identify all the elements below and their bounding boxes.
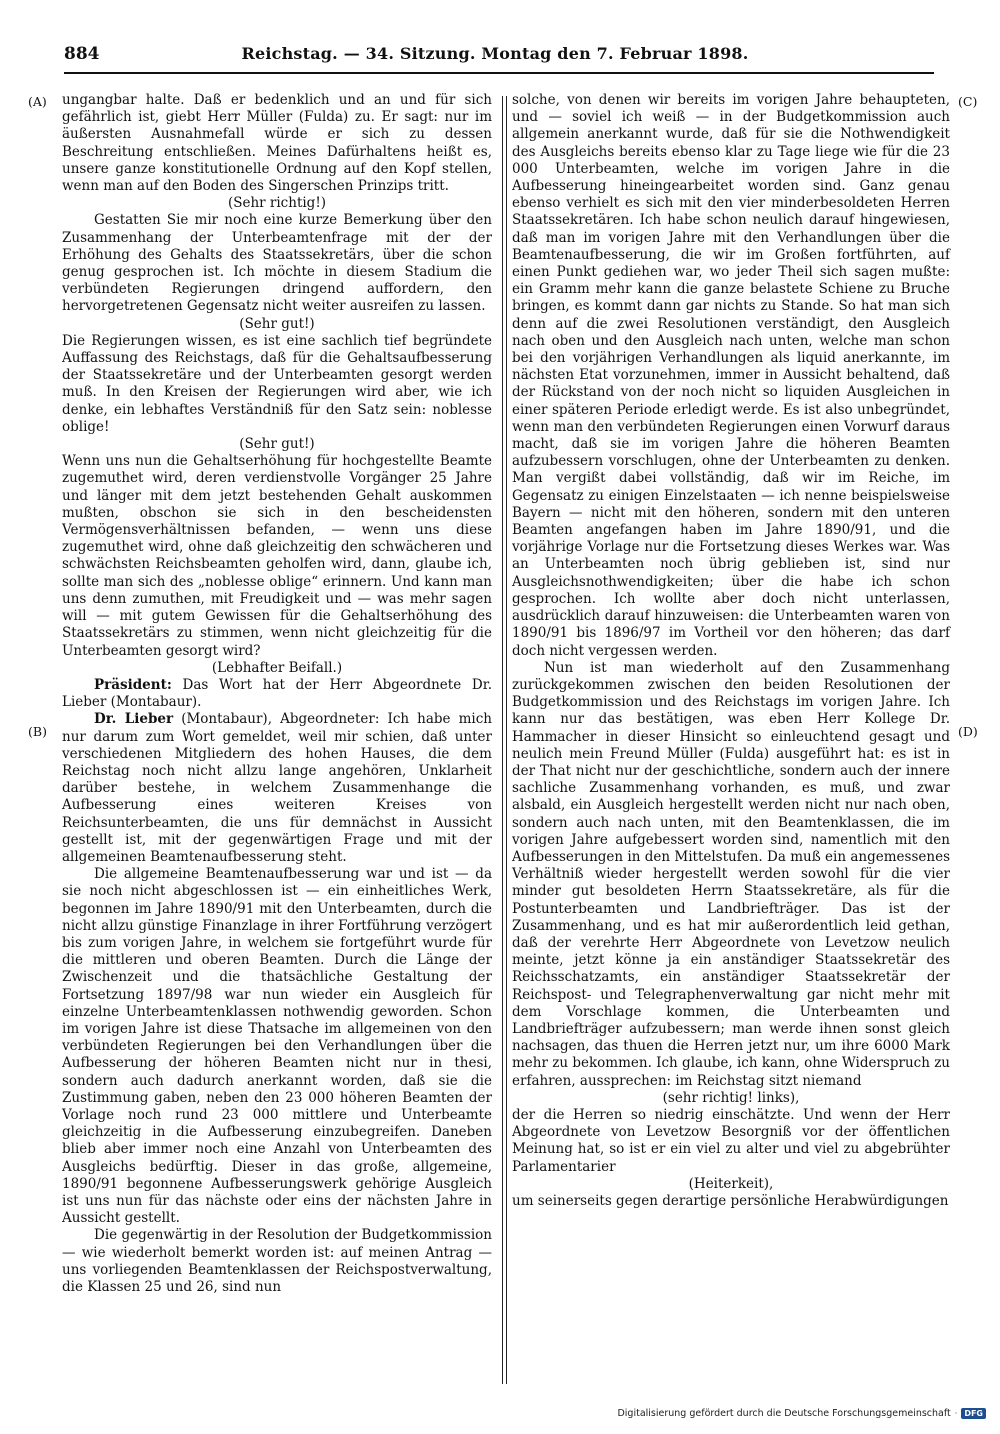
- interjection: [62, 195, 492, 212]
- paragraph: [62, 212, 492, 315]
- footer-credit: Digitalisierung gefördert durch die Deutsche Forschungsgemeinschaft: [617, 1408, 951, 1419]
- running-title: Reichstag. — 34. Sitzung. Montag den 7. Februar 1898.: [241, 44, 749, 63]
- interjection: [512, 1176, 950, 1193]
- speaker-name: Präsident:: [94, 676, 172, 693]
- right-text-column: [512, 92, 950, 1210]
- dfg-logo-icon: DFG: [961, 1408, 986, 1419]
- header-rule: [64, 72, 934, 74]
- paragraph-text: Nun ist man wiederholt auf den Zusammenhang zurückgekommen zwischen den beiden Resolutionen der Budgetkommission und des Reichstags im vorigen Jahre. Ich kann nur das bestätigen, was eben Herr Kollege Dr. Hammacher in dieser Hinsicht so einleuchtend gesagt und neulich mein Freund Müller (Fulda) ausgeführt hat: es ist in der That nicht nur der geschichtliche, sondern auch der innere sachliche Zusammenhang vorhanden, es muß, und zwar alsbald, ein Ausgleich hergestellt werden nicht nur nach oben, sondern auch nach unten, mit den Beamtenklassen, die im vorigen Jahre aufgebessert worden sind, namentlich mit den Aufbesserungen in den Mittelstufen. Da muß ein angemessenes Verhältniß wieder hergestellt werden sowohl für die vier minder gut besoldeten Herrn Staatssekretäre, als für die Postunterbeamten und Landbriefträger. Das ist der Zusammenhang, und es hat mir außerordentlich leid gethan, daß der verehrte Herr Abgeordnete von Levetzow neulich meinte, jetzt könne ja ein anständiger Staatssekretär des Reichsschatzamts, ein anständiger Staatssekretär der Reichspost- und Telegraphenverwaltung gar nicht mehr mit dem Vorschlage kommen, die Unterbeamten und Landbriefträger aufzubessern; man werde ihnen sonst gleich nachsagen, das thuen die Herren jetzt nur, um ihre 6000 Mark mehr zu bekommen. Ich glaube, ich kann, ohne Widerspruch zu erfahren, aussprechen: im Reichstag sitzt niemand: [512, 659, 950, 1089]
- margin-marker-c: (C): [958, 94, 978, 109]
- page-footer: Digitalisierung gefördert durch die Deutsche Forschungsgemeinschaft · DFG: [617, 1408, 986, 1419]
- paragraph-text: (Heiterkeit),: [688, 1175, 774, 1192]
- margin-marker-d: (D): [958, 724, 978, 739]
- paragraph-text: Wenn uns nun die Gehaltserhöhung für hochgestellte Beamte zugemuthet wird, deren verdienstvolle Vorgänger 25 Jahre und länger mit dem jetzt bestehenden Gehalt auskommen mußten, obschon sie sich in den bescheidensten Vermögensverhältnissen befanden, — wenn uns diese zugemuthet wird, ohne daß gleichzeitig den schwächeren und schwächsten Reichsbeamten geholfen wird, dann, glaube ich, sollte man sich des „noblesse oblige“ erinnern. Und kann man uns denn zumuthen, mit Freudigkeit und — was mehr sagen will — mit gutem Gewissen für die Gehaltserhöhung des Staatssekretärs zu stimmen, wenn nicht gleichzeitig für die Unterbeamten gesorgt wird?: [62, 453, 492, 659]
- paragraph: [62, 1227, 492, 1296]
- page-number: 884: [64, 44, 100, 64]
- paragraph: [512, 1193, 950, 1210]
- paragraph-text: Die allgemeine Beamtenaufbesserung war und ist — da sie noch nicht abgeschlossen ist — ein einheitliches Werk, begonnen im Jahre 1890/91 mit den Unterbeamten, durch die nicht allzu günstige Finanzlage in ihrer Fortführung verzögert bis zum vorigen Jahre, in welchem sie fortgeführt wurde für die mittleren und oberen Beamten. Durch die Länge der Zwischenzeit und die thatsächliche Gestaltung der Fortsetzung 1897/98 war nun wieder ein Ausgleich für einzelne Unterbeamtenklassen nothwendig geworden. Schon im vorigen Jahre ist diese Thatsache im allgemeinen von den verbündeten Regierungen bei den Verhandlungen über die Aufbesserung der höheren Beamten nicht nur in thesi, sondern auch dadurch anerkannt worden, daß sie die Zustimmung gaben, neben den 23 000 höheren Beamten der Vorlage noch rund 23 000 mittlere und Unterbeamte gleichzeitig in die Aufbesserung einzubegreifen. Daneben blieb aber immer noch eine Anzahl von Unterbeamten des Ausgleichs bedürftig. Dieser in das große, allgemeine, 1890/91 begonnene Aufbesserungswerk gehörige Ausgleich ist uns nun für das nächste oder eins der nächsten Jahre in Aussicht gestellt.: [62, 866, 492, 1227]
- paragraph-text: Das Wort hat der Herr Abgeordnete Dr. Lieber (Montabaur).: [62, 676, 492, 711]
- paragraph-text: Die Regierungen wissen, es ist eine sachlich tief begründete Auffassung des Reichstags, daß für die Gehaltsaufbesserung der Staatssekretäre und der Unterbeamten gesorgt werden muß. In den Kreisen der Regierungen wird aber, wie ich denke, ein lebhaftes Verständniß für den Satz sein: noblesse oblige!: [62, 332, 492, 435]
- paragraph-text: der die Herren so niedrig einschätzte. Und wenn der Herr Abgeordnete von Levetzow Besorgniß vor der öffentlichen Meinung hat, so ist er ein viel zu alter und viel zu abgebrühter Parlamentarier: [512, 1106, 950, 1175]
- paragraph: [62, 453, 492, 659]
- speaker-name: Dr. Lieber: [94, 711, 174, 728]
- paragraph: [512, 92, 950, 660]
- paragraph: [512, 1107, 950, 1176]
- paragraph-text: (Lebhafter Beifall.): [211, 659, 343, 676]
- paragraph: [62, 677, 492, 711]
- interjection: [62, 436, 492, 453]
- left-text-column: [62, 92, 492, 1296]
- paragraph-text: solche, von denen wir bereits im vorigen Jahre behaupteten, und — soviel ich weiß — in der Budgetkommission auch allgemein anerkannt wurde, daß für sie die Nothwendigkeit des Ausgleichs bereits ebenso klar zu Tage liege wie für die 23 000 Unterbeamten, welche im vorigen Jahre in die Aufbesserung hineingearbeitet worden sind. Ganz genau ebenso verhielt es sich mit den vier minderbesoldeten Herren Staatssekretären. Ich habe schon neulich darauf hingewiesen, daß man im vorigen Jahre mit den Verhandlungen über die Beamtenaufbesserung, die wir im Großen fortführten, auf einen Punkt gediehen war, wo jeder Theil sich sagen mußte: ein Gramm mehr kann die ganze belastete Schiene zu Bruche bringen, es kommt dann gar nichts zu Stande. So hat man sich denn auf die zwei Resolutionen verständigt, den Ausgleich nach oben und den Ausgleich nach unten, welche man schon bei den vorjährigen Verhandlungen als liquid anerkannte, im nächsten Etat vorzunehmen, immer in Aussicht behaltend, daß der Rückstand von der noch nicht so liquiden Ausgleichen in einer späteren Periode erledigt werde. Es ist also unbegründet, wenn man den verbündeten Regierungen einen Vorwurf daraus macht, daß sie im vorigen Jahre die höheren Beamten aufzubessern vorschlugen, ohne der Unterbeamten zu denken. Man vergißt dabei vollständig, daß wir im Reiche, im Gegensatz zu einigen Einzelstaaten — ich nenne beispielsweise Bayern — nicht mit den höheren, sondern mit den unteren Beamten angefangen haben im Jahre 1890/91, und die vorjährige Vorlage nur die Fortsetzung dieses Werkes war. Was an Unterbeamten noch übrig geblieben ist, sind nur Ausgleichsnothwendigkeiten; über die habe ich schon gesprochen. Ich wollte aber doch nicht unterlassen, ausdrücklich darauf hinzuweisen: die Unterbeamten waren von 1890/91 bis 1896/97 im Vortheil vor den höheren; das darf doch nicht vergessen werden.: [512, 92, 950, 659]
- paragraph: [62, 711, 492, 866]
- interjection: [62, 660, 492, 677]
- paragraph-text: (sehr richtig! links),: [662, 1089, 800, 1106]
- paragraph: [62, 333, 492, 436]
- paragraph-text: ungangbar halte. Daß er bedenklich und an und für sich gefährlich ist, giebt Herr Müller (Fulda) zu. Er sagt: nur im äußersten Ausnahmefall würde er sich zu dessen Beschreitung entschließen. Meines Dafürhaltens heißt es, unsere ganze konstitutionelle Ordnung auf den Kopf stellen, wenn man auf den Boden des Singerschen Prinzips tritt.: [62, 92, 492, 195]
- paragraph-text: (Montabaur), Abgeordneter: Ich habe mich nur darum zum Wort gemeldet, weil mir schien, daß unter verschiedenen Mitgliedern des hohen Hauses, die dem Reichstag noch nicht allzu lange angehören, Unklarheit darüber bestehe, in welchem Zusammenhange die Aufbesserung eines weiteren Kreises von Reichsunterbeamten, die uns für demnächst in Aussicht gestellt ist, mit der gegenwärtigen Frage und mit der allgemeinen Beamtenaufbesserung steht.: [62, 711, 492, 865]
- margin-marker-b: (B): [28, 724, 47, 739]
- page-header: [64, 44, 926, 70]
- paragraph-text: Die gegenwärtig in der Resolution der Budgetkommission — wie wiederholt bemerkt worden ist: auf meinen Antrag — uns vorliegenden Beamtenklassen der Reichspostverwaltung, die Klassen 25 und 26, sind nun: [62, 1227, 492, 1296]
- column-divider: [502, 96, 507, 1384]
- paragraph-text: Gestatten Sie mir noch eine kurze Bemerkung über den Zusammenhang der Unterbeamtenfrage mit der der Erhöhung des Gehalts des Staatssekretärs, über die schon genug gesprochen ist. Ich möchte in diesem Stadium die verbündeten Regierungen dringend auffordern, den hervorgetretenen Gegensatz nicht weiter ausreifen zu lassen.: [62, 212, 492, 315]
- paragraph-text: (Sehr gut!): [239, 436, 315, 453]
- margin-marker-a: (A): [28, 94, 47, 109]
- interjection: [512, 1090, 950, 1107]
- paragraph-text: (Sehr richtig!): [227, 195, 327, 212]
- paragraph: [512, 660, 950, 1090]
- paragraph: [62, 92, 492, 195]
- interjection: [62, 316, 492, 333]
- paragraph-text: um seinerseits gegen derartige persönliche Herabwürdigungen: [512, 1193, 949, 1209]
- paragraph-text: (Sehr gut!): [239, 315, 315, 332]
- paragraph: [62, 866, 492, 1227]
